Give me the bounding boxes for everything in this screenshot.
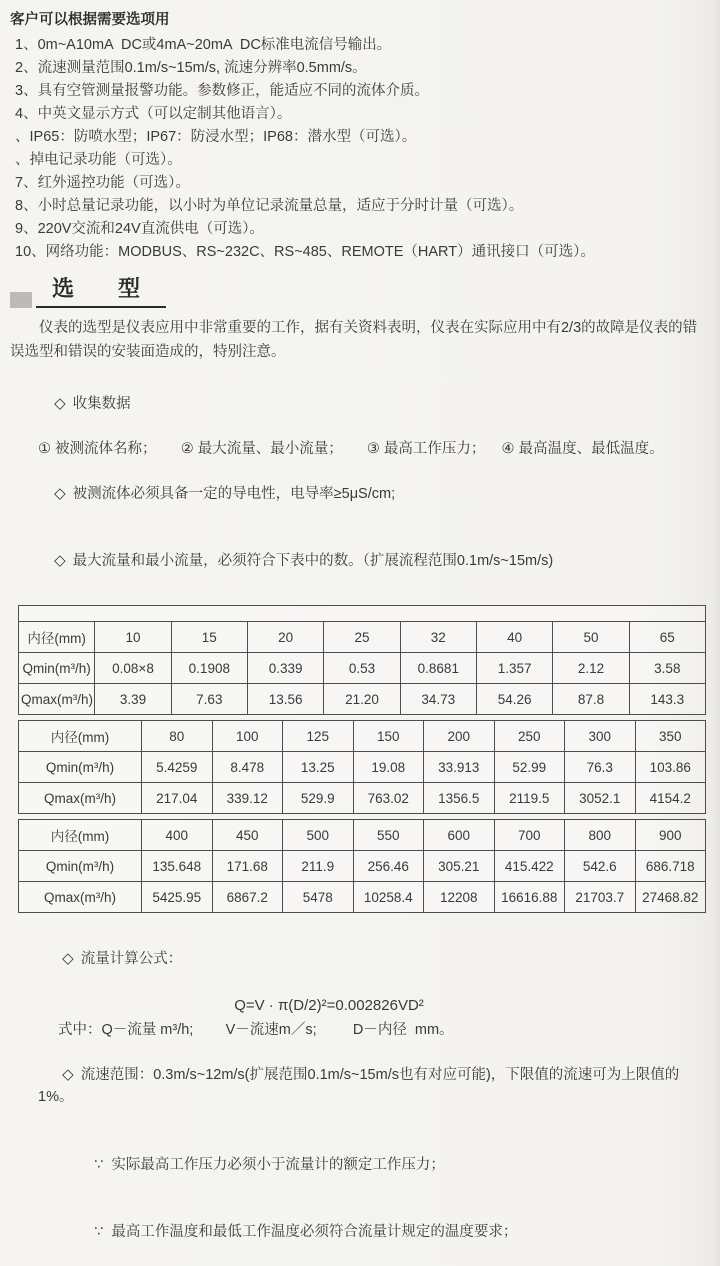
table-spacer-row bbox=[19, 606, 706, 622]
flow-note-line bbox=[38, 528, 708, 596]
value-cell: 13.25 bbox=[283, 752, 354, 783]
option-item: 、IP65：防喷水型；IP67：防浸水型；IP68：潜水型（可选）。 bbox=[10, 126, 708, 149]
value-cell: 1356.5 bbox=[424, 783, 495, 814]
value-cell: 763.02 bbox=[353, 783, 424, 814]
value-cell: 339.12 bbox=[212, 783, 283, 814]
diamond-icon: ◇ bbox=[54, 395, 66, 412]
value-cell: 0.53 bbox=[324, 653, 400, 684]
section-title: 选 型 bbox=[36, 272, 166, 308]
value-cell: 19.08 bbox=[353, 752, 424, 783]
value-cell: 200 bbox=[424, 721, 495, 752]
option-item: 1、0m~A10mA DC或4mA~20mA DC标准电流信号输出。 bbox=[10, 34, 708, 57]
intro-paragraph: 仪表的选型是仪表应用中非常重要的工作，据有关资料表明，仪表在实际应用中有2/3的故障是仪表的错误选型和错误的安装面造成的，特别注意。 bbox=[10, 316, 706, 364]
page-title: 客户可以根据需要选项用 bbox=[10, 8, 708, 29]
row-label-cell: Qmin(m³/h) bbox=[19, 653, 95, 684]
table-row bbox=[19, 851, 706, 882]
diamond-icon: ◇ bbox=[54, 485, 66, 502]
value-cell: 450 bbox=[212, 820, 283, 851]
value-cell: 34.73 bbox=[400, 684, 476, 715]
value-cell: 25 bbox=[324, 622, 400, 653]
value-cell: 2119.5 bbox=[494, 783, 565, 814]
value-cell: 40 bbox=[476, 622, 552, 653]
value-cell: 33.913 bbox=[424, 752, 495, 783]
value-cell: 21.20 bbox=[324, 684, 400, 715]
row-label-cell: Qmin(m³/h) bbox=[19, 752, 142, 783]
value-cell: 0.08×8 bbox=[95, 653, 171, 684]
value-cell: 256.46 bbox=[353, 851, 424, 882]
diamond-icon: ◇ bbox=[54, 552, 66, 569]
flow-note-text: 最大流量和最小流量，必须符合下表中的数。（扩展流程范围0.1m/s~15m/s) bbox=[73, 553, 554, 569]
table-row bbox=[19, 882, 706, 913]
value-cell: 5478 bbox=[283, 882, 354, 913]
section-marker-square bbox=[10, 292, 32, 308]
table-row bbox=[19, 820, 706, 851]
value-cell: 21703.7 bbox=[565, 882, 636, 913]
value-cell: 150 bbox=[353, 721, 424, 752]
value-cell: 171.68 bbox=[212, 851, 283, 882]
value-cell: 76.3 bbox=[565, 752, 636, 783]
value-cell: 415.422 bbox=[494, 851, 565, 882]
table-spacer-cell bbox=[19, 606, 706, 622]
value-cell: 305.21 bbox=[424, 851, 495, 882]
value-cell: 600 bbox=[424, 820, 495, 851]
spec-table-large-diameters bbox=[18, 819, 706, 913]
value-cell: 27468.82 bbox=[635, 882, 706, 913]
value-cell: 550 bbox=[353, 820, 424, 851]
value-cell: 3052.1 bbox=[565, 783, 636, 814]
collect-items-line: ① 被测流体名称； ② 最大流量、最小流量； ③ 最高工作压力； ④ 最高温度、最低温度。 bbox=[38, 438, 708, 461]
value-cell: 103.86 bbox=[635, 752, 706, 783]
velocity-range-line bbox=[38, 1041, 708, 1131]
value-cell: 2.12 bbox=[553, 653, 629, 684]
value-cell: 5425.95 bbox=[142, 882, 213, 913]
value-cell: 217.04 bbox=[142, 783, 213, 814]
conductivity-line bbox=[38, 460, 708, 528]
value-cell: 542.6 bbox=[565, 851, 636, 882]
option-item: 8、小时总量记录功能，以小时为单位记录流量总量，适应于分时计量（可选）。 bbox=[10, 195, 708, 218]
value-cell: 3.58 bbox=[629, 653, 705, 684]
value-cell: 211.9 bbox=[283, 851, 354, 882]
because-icon: ∵ bbox=[94, 1157, 103, 1173]
value-cell: 7.63 bbox=[171, 684, 247, 715]
value-cell: 15 bbox=[171, 622, 247, 653]
value-cell: 125 bbox=[283, 721, 354, 752]
value-cell: 900 bbox=[635, 820, 706, 851]
value-cell: 3.39 bbox=[95, 684, 171, 715]
option-item: 3、具有空管测量报警功能。参数修正，能适应不同的流体介质。 bbox=[10, 80, 708, 103]
formula-label: 流量计算公式： bbox=[81, 951, 183, 967]
value-cell: 16616.88 bbox=[494, 882, 565, 913]
value-cell: 50 bbox=[553, 622, 629, 653]
value-cell: 1.357 bbox=[476, 653, 552, 684]
option-item: 2、流速测量范围0.1m/s~15m/s, 流速分辨率0.5mm/s。 bbox=[10, 57, 708, 80]
row-label-cell: Qmin(m³/h) bbox=[19, 851, 142, 882]
table-row bbox=[19, 684, 706, 715]
value-cell: 20 bbox=[247, 622, 323, 653]
option-item: 4、中英文显示方式（可以定制其他语言）。 bbox=[10, 103, 708, 126]
value-cell: 529.9 bbox=[283, 783, 354, 814]
note-text: 最高工作温度和最低工作温度必须符合流量计规定的温度要求； bbox=[111, 1224, 517, 1240]
value-cell: 10258.4 bbox=[353, 882, 424, 913]
option-item: 10、网络功能：MODBUS、RS~232C、RS~485、REMOTE（HART）通讯接口（可选）。 bbox=[10, 241, 708, 264]
equation-legend: 式中：Q－流量 m³/h; V－流速m／s; D－内径 mm。 bbox=[58, 1019, 708, 1042]
value-cell: 350 bbox=[635, 721, 706, 752]
value-cell: 12208 bbox=[424, 882, 495, 913]
value-cell: 100 bbox=[212, 721, 283, 752]
table-row bbox=[19, 622, 706, 653]
table-row bbox=[19, 721, 706, 752]
option-item: 7、红外遥控功能（可选）。 bbox=[10, 172, 708, 195]
table-row bbox=[19, 783, 706, 814]
collect-data-line bbox=[38, 370, 708, 438]
value-cell: 0.339 bbox=[247, 653, 323, 684]
collect-data-label: 收集数据 bbox=[73, 396, 131, 412]
value-cell: 4154.2 bbox=[635, 783, 706, 814]
note-text: 实际最高工作压力必须小于流量计的额定工作压力； bbox=[111, 1157, 445, 1173]
row-label-cell: 内径(mm) bbox=[19, 820, 142, 851]
value-cell: 32 bbox=[400, 622, 476, 653]
table-row bbox=[19, 752, 706, 783]
value-cell: 250 bbox=[494, 721, 565, 752]
value-cell: 135.648 bbox=[142, 851, 213, 882]
value-cell: 10 bbox=[95, 622, 171, 653]
option-item: 9、220V交流和24V直流供电（可选）。 bbox=[10, 218, 708, 241]
formula-label-line bbox=[38, 925, 708, 993]
table-row bbox=[19, 653, 706, 684]
spec-table-small-diameters bbox=[18, 605, 706, 715]
option-item: 、掉电记录功能（可选）。 bbox=[10, 149, 708, 172]
value-cell: 87.8 bbox=[553, 684, 629, 715]
value-cell: 13.56 bbox=[247, 684, 323, 715]
value-cell: 5.4259 bbox=[142, 752, 213, 783]
row-label-cell: Qmax(m³/h) bbox=[19, 882, 142, 913]
spec-tables bbox=[18, 605, 708, 913]
conductivity-text: 被测流体必须具备一定的导电性，电导率≥5μS/cm; bbox=[73, 486, 395, 502]
note-line bbox=[70, 1131, 708, 1199]
value-cell: 0.8681 bbox=[400, 653, 476, 684]
value-cell: 52.99 bbox=[494, 752, 565, 783]
value-cell: 6867.2 bbox=[212, 882, 283, 913]
velocity-range-text: 流速范围：0.3m/s~12m/s(扩展范围0.1m/s~15m/s也有对应可能)，下限值的流速可为上限值的1%。 bbox=[38, 1067, 679, 1106]
value-cell: 143.3 bbox=[629, 684, 705, 715]
row-label-cell: 内径(mm) bbox=[19, 622, 95, 653]
value-cell: 400 bbox=[142, 820, 213, 851]
flow-equation: Q=V · π(D/2)²=0.002826VD² bbox=[10, 995, 648, 1017]
spec-table-medium-diameters bbox=[18, 720, 706, 814]
note-line bbox=[70, 1199, 708, 1266]
row-label-cell: 内径(mm) bbox=[19, 721, 142, 752]
value-cell: 8.478 bbox=[212, 752, 283, 783]
value-cell: 800 bbox=[565, 820, 636, 851]
value-cell: 0.1908 bbox=[171, 653, 247, 684]
row-label-cell: Qmax(m³/h) bbox=[19, 684, 95, 715]
value-cell: 65 bbox=[629, 622, 705, 653]
options-list bbox=[10, 34, 708, 264]
section-heading bbox=[10, 276, 708, 308]
because-icon: ∵ bbox=[94, 1224, 103, 1240]
value-cell: 686.718 bbox=[635, 851, 706, 882]
value-cell: 300 bbox=[565, 721, 636, 752]
diamond-icon: ◇ bbox=[62, 950, 74, 967]
value-cell: 500 bbox=[283, 820, 354, 851]
value-cell: 54.26 bbox=[476, 684, 552, 715]
diamond-icon: ◇ bbox=[62, 1066, 74, 1083]
value-cell: 700 bbox=[494, 820, 565, 851]
row-label-cell: Qmax(m³/h) bbox=[19, 783, 142, 814]
value-cell: 80 bbox=[142, 721, 213, 752]
formula-section bbox=[10, 925, 708, 1266]
